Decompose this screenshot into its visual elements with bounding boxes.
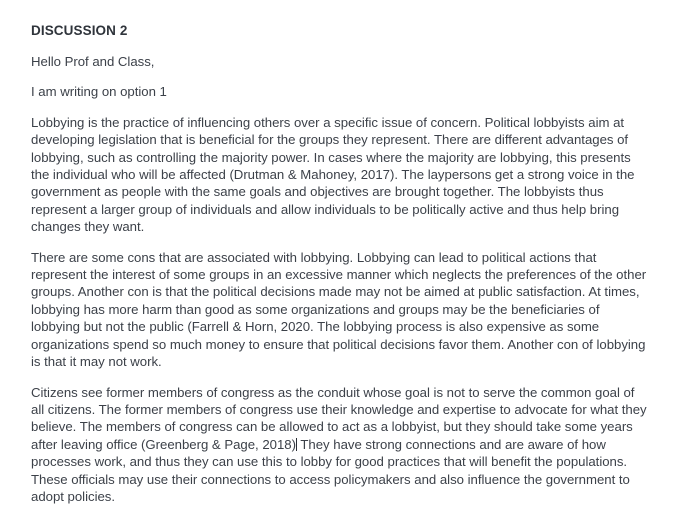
intro-line: I am writing on option 1 (31, 83, 650, 100)
paragraph-text-after-caret: They have strong connections and are aware of how processes work, and thus they can use this to lobby for good practices that will benefit the populations. These officials may use their connections to access policymakers and also influence the government to adopt policies. (31, 437, 630, 504)
body-paragraph-pros: Lobbying is the practice of influencing others over a specific issue of concern. Political lobbyists aim at developing legislation that is beneficial for the groups they represent. There are different advantages of lobbying, such as controlling the majority power. In cases where the majority are lobbying, this presents the individual who will be affected (Drutman & Mahoney, 2017). The laypersons get a strong voice in the government as people with the same goals and objectives are brought together. The lobbyists thus represent a larger group of individuals and allow individuals to be politically active and thus help bring changes they want. (31, 114, 650, 236)
body-paragraph-congress (31, 384, 650, 505)
body-paragraph-cons: There are some cons that are associated with lobbying. Lobbying can lead to political actions that represent the interest of some groups in an excessive manner which neglects the preferences of the other groups. Another con is that the political decisions made may not be aimed at public satisfaction. At times, lobbying has more harm than good as some organizations and groups may be the beneficiaries of lobbying but not the public (Farrell & Horn, 2020. The lobbying process is also expensive as some organizations spend so much money to ensure that political decisions favor them. Another con of lobbying is that it may not work. (31, 249, 650, 371)
page-title: DISCUSSION 2 (31, 22, 650, 39)
paragraph-text-before-caret: Citizens see former members of congress as the conduit whose goal is not to serve the common goal of all citizens. The former members of congress use their knowledge and expertise to advocate for what they believe. The members of congress can be allowed to act as a lobbyist, but they should take some years after leaving office (Greenberg & Page, 2018) (31, 385, 647, 452)
greeting-line: Hello Prof and Class, (31, 53, 650, 70)
